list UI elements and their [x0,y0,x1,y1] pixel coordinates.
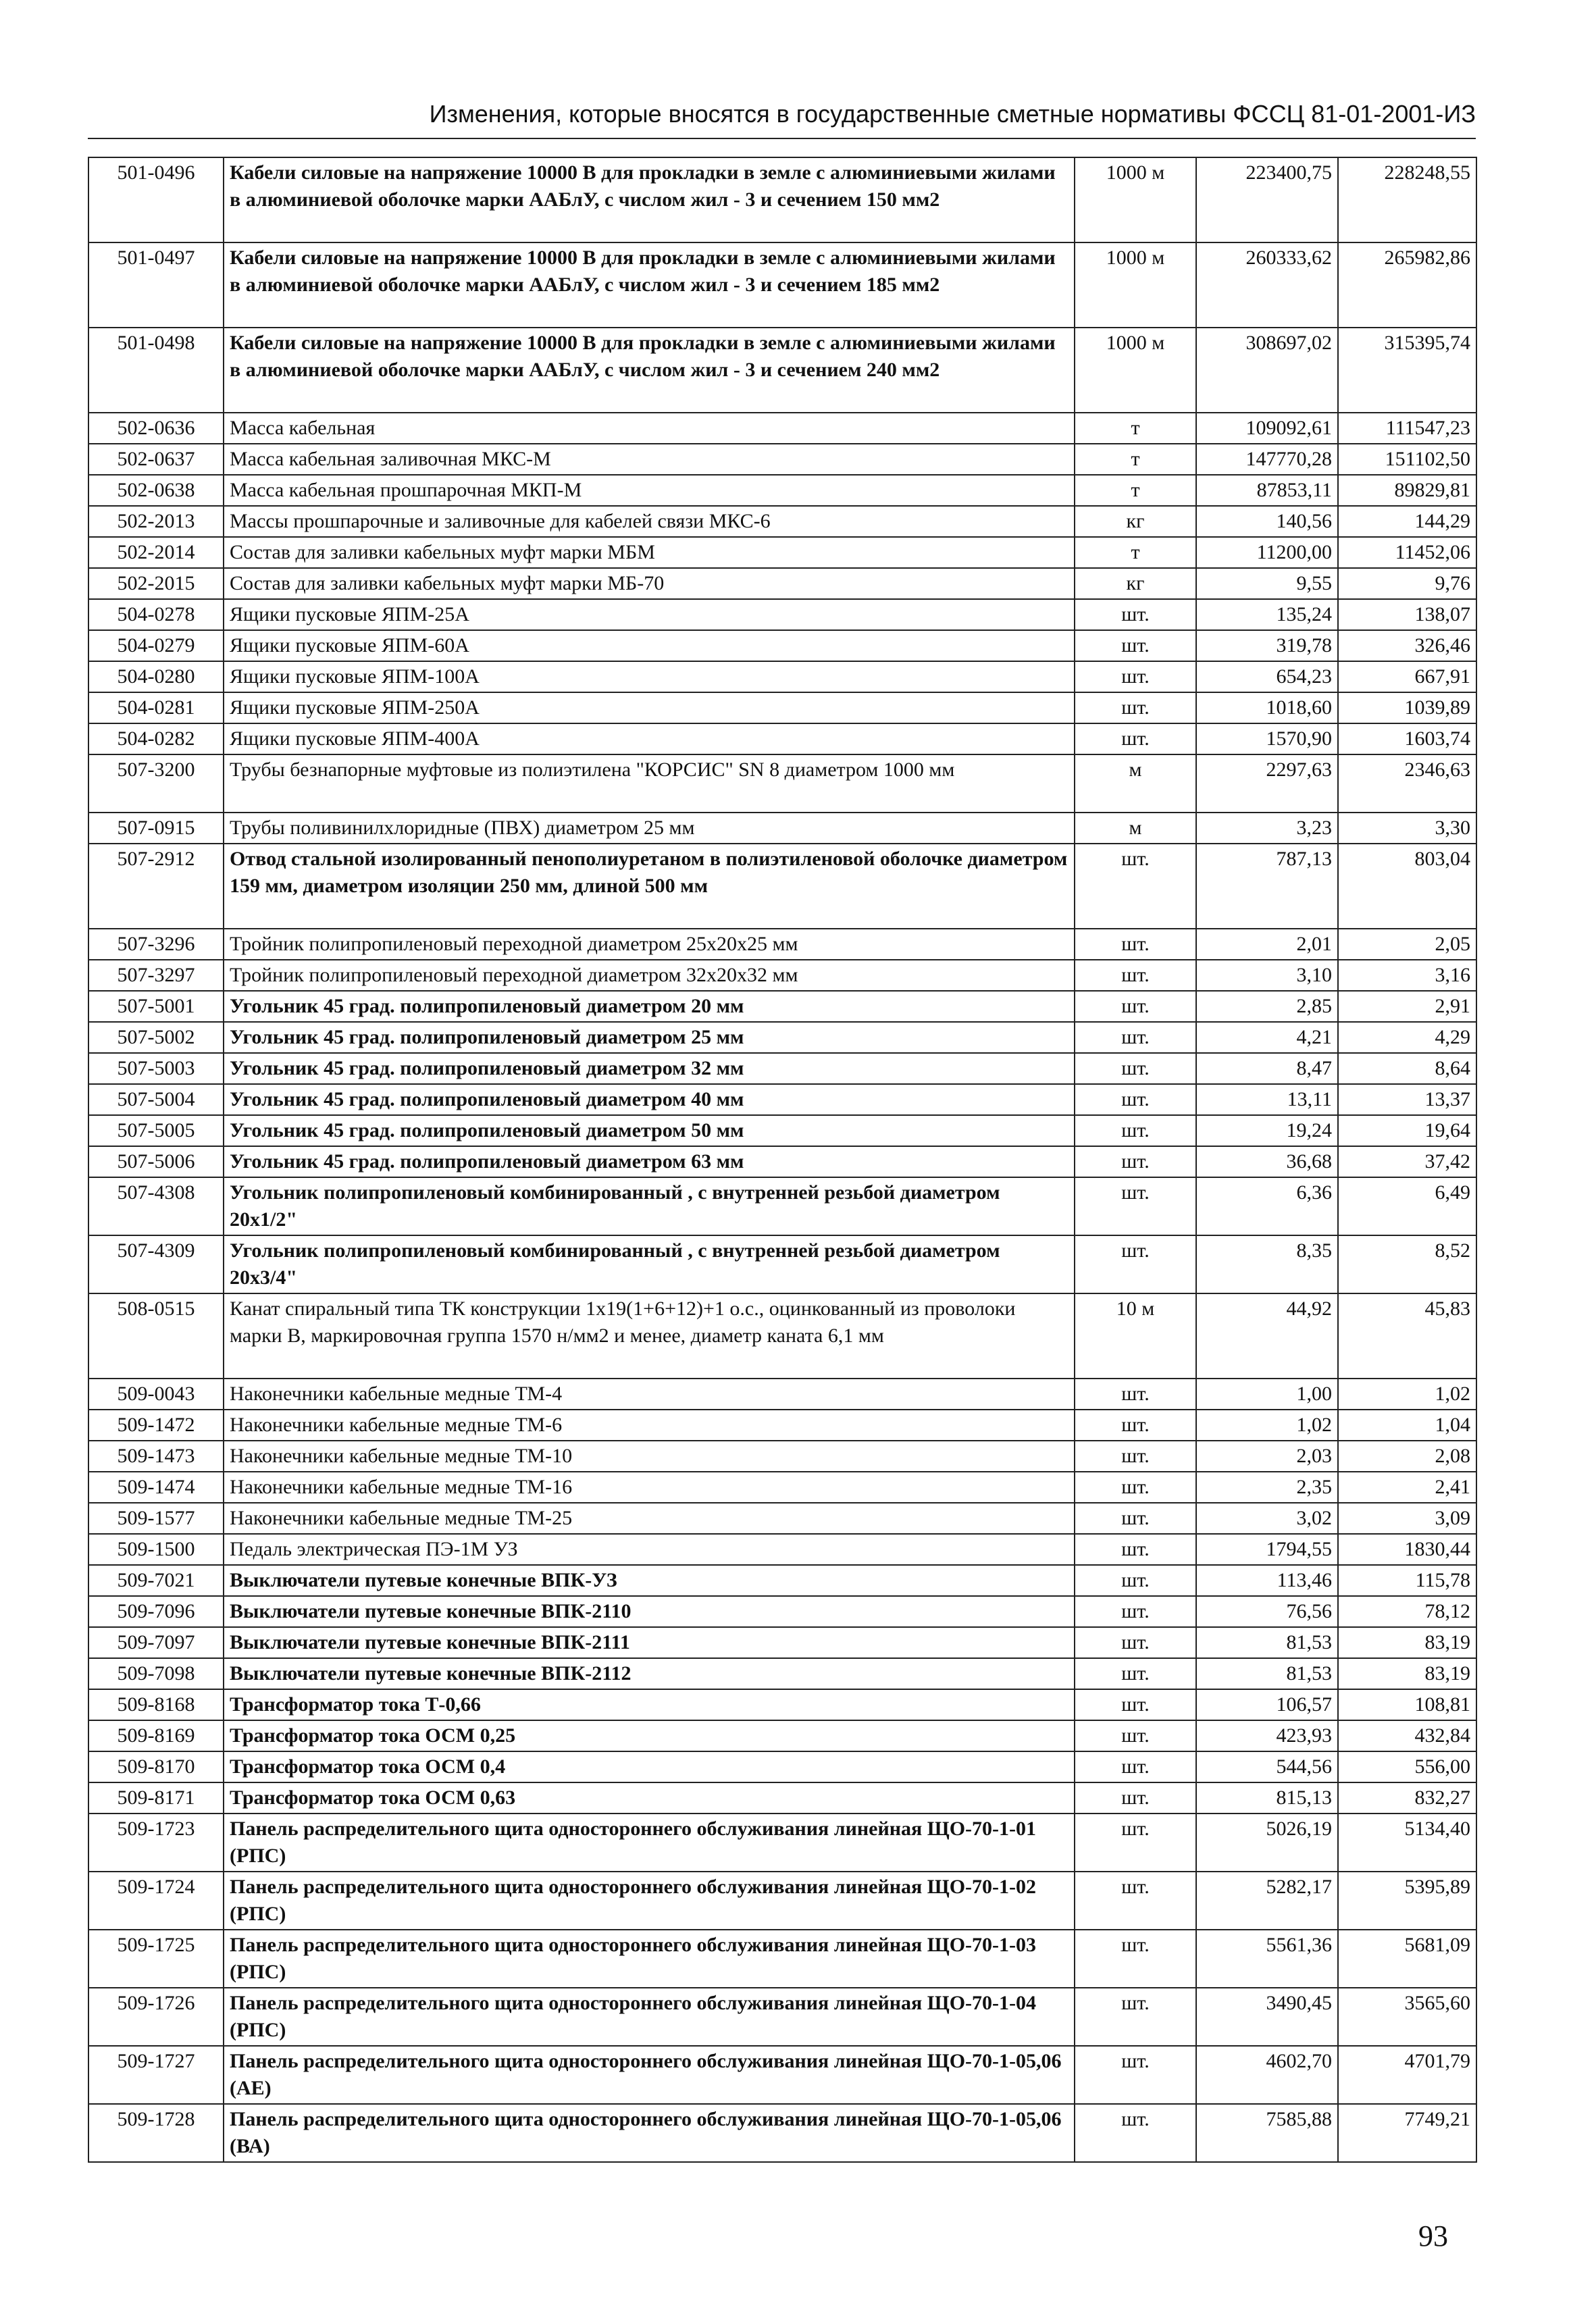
table-row [88,1022,1476,1053]
row-code: 509-0043 [88,1379,224,1410]
table-row [88,1410,1476,1441]
row-name: Угольник полипропиленовый комбинированный , с внутренней резьбой диаметром 20x1/2" [224,1177,1075,1235]
row-price-old: 5026,19 [1196,1814,1338,1872]
row-name: Угольник 45 град. полипропиленовый диаметром 32 мм [224,1053,1075,1084]
row-unit: шт. [1075,960,1196,991]
row-price-new: 78,12 [1338,1596,1476,1627]
row-unit: шт. [1075,1782,1196,1814]
row-code: 509-1726 [88,1988,224,2046]
table-row [88,2046,1476,2104]
row-price-old: 319,78 [1196,630,1338,661]
row-price-new: 326,46 [1338,630,1476,661]
row-unit: шт. [1075,1410,1196,1441]
row-name: Выключатели путевые конечные ВПК-УЗ [224,1565,1075,1596]
row-name: Панель распределительного щита одностороннего обслуживания линейная ЩО-70-1-02 (РПС) [224,1872,1075,1930]
row-price-new: 3,30 [1338,813,1476,844]
row-name: Выключатели путевые конечные ВПК-2110 [224,1596,1075,1627]
row-unit: шт. [1075,723,1196,754]
page-number: 93 [1418,2219,1448,2253]
row-price-new: 6,49 [1338,1177,1476,1235]
row-unit: 10 м [1075,1293,1196,1379]
row-price-old: 2,85 [1196,991,1338,1022]
row-unit: шт. [1075,1930,1196,1988]
row-name: Кабели силовые на напряжение 10000 В для прокладки в земле с алюминиевыми жилами в алюминиевой оболочке марки ААБлУ, с числом жил - 3 и сечением 150 мм2 [224,157,1075,242]
row-name: Трансформатор тока ОСМ 0,63 [224,1782,1075,1814]
table-row [88,1782,1476,1814]
row-unit: шт. [1075,1235,1196,1293]
table-row [88,1379,1476,1410]
row-price-new: 138,07 [1338,599,1476,630]
row-price-old: 19,24 [1196,1115,1338,1146]
row-price-old: 787,13 [1196,844,1338,929]
table-row [88,1751,1476,1782]
row-price-new: 2,41 [1338,1472,1476,1503]
table-row [88,328,1476,413]
table-row [88,960,1476,991]
row-price-new: 1830,44 [1338,1534,1476,1565]
row-unit: шт. [1075,1177,1196,1235]
row-unit: шт. [1075,630,1196,661]
row-price-new: 3,16 [1338,960,1476,991]
row-code: 507-4308 [88,1177,224,1235]
table-row [88,929,1476,960]
table-row [88,2104,1476,2162]
row-price-new: 11452,06 [1338,537,1476,568]
row-price-new: 115,78 [1338,1565,1476,1596]
row-price-old: 815,13 [1196,1782,1338,1814]
row-price-old: 135,24 [1196,599,1338,630]
row-name: Ящики пусковые ЯПМ-400А [224,723,1075,754]
row-price-old: 9,55 [1196,568,1338,599]
row-unit: шт. [1075,1534,1196,1565]
row-name: Тройник полипропиленовый переходной диаметром 32x20x32 мм [224,960,1075,991]
row-code: 509-7098 [88,1658,224,1689]
row-price-new: 1,04 [1338,1410,1476,1441]
table-row [88,413,1476,444]
table-row [88,1814,1476,1872]
row-price-old: 1,02 [1196,1410,1338,1441]
row-code: 509-1725 [88,1930,224,1988]
row-unit: шт. [1075,844,1196,929]
row-name: Панель распределительного щита одностороннего обслуживания линейная ЩО-70-1-03 (РПС) [224,1930,1075,1988]
table-row [88,1872,1476,1930]
row-price-old: 109092,61 [1196,413,1338,444]
row-unit: шт. [1075,1988,1196,2046]
row-code: 509-1474 [88,1472,224,1503]
row-code: 504-0278 [88,599,224,630]
table-row [88,1293,1476,1379]
row-name: Кабели силовые на напряжение 10000 В для прокладки в земле с алюминиевыми жилами в алюминиевой оболочке марки ААБлУ, с числом жил - 3 и сечением 185 мм2 [224,242,1075,328]
row-name: Массы прошпарочные и заливочные для кабелей связи МКС-6 [224,506,1075,537]
row-price-new: 5134,40 [1338,1814,1476,1872]
row-price-new: 8,52 [1338,1235,1476,1293]
row-code: 507-2912 [88,844,224,929]
table-row [88,1053,1476,1084]
table-row [88,444,1476,475]
row-price-new: 1039,89 [1338,692,1476,723]
row-unit: шт. [1075,1441,1196,1472]
table-row [88,661,1476,692]
row-name: Панель распределительного щита одностороннего обслуживания линейная ЩО-70-1-04 (РПС) [224,1988,1075,2046]
row-price-old: 308697,02 [1196,328,1338,413]
row-code: 509-8170 [88,1751,224,1782]
row-price-new: 108,81 [1338,1689,1476,1720]
row-price-new: 2,91 [1338,991,1476,1022]
row-price-old: 223400,75 [1196,157,1338,242]
row-unit: шт. [1075,929,1196,960]
row-price-new: 2,08 [1338,1441,1476,1472]
row-name: Наконечники кабельные медные ТМ-25 [224,1503,1075,1534]
row-price-old: 2,03 [1196,1441,1338,1472]
table-row [88,1472,1476,1503]
row-price-new: 4,29 [1338,1022,1476,1053]
row-price-old: 5282,17 [1196,1872,1338,1930]
row-name: Трансформатор тока ОСМ 0,25 [224,1720,1075,1751]
table-row [88,1627,1476,1658]
row-name: Ящики пусковые ЯПМ-60А [224,630,1075,661]
row-name: Панель распределительного щита одностороннего обслуживания линейная ЩО-70-1-05,06 (ВА) [224,2104,1075,2162]
table-row [88,692,1476,723]
row-code: 507-4309 [88,1235,224,1293]
row-price-old: 3,23 [1196,813,1338,844]
row-price-old: 6,36 [1196,1177,1338,1235]
row-unit: шт. [1075,1472,1196,1503]
row-code: 509-1500 [88,1534,224,1565]
table-row [88,754,1476,813]
table-row [88,1235,1476,1293]
row-price-old: 3490,45 [1196,1988,1338,2046]
row-code: 501-0496 [88,157,224,242]
row-unit: шт. [1075,1814,1196,1872]
row-price-new: 265982,86 [1338,242,1476,328]
row-price-old: 3,02 [1196,1503,1338,1534]
row-name: Масса кабельная заливочная МКС-М [224,444,1075,475]
row-unit: шт. [1075,1720,1196,1751]
table-row [88,599,1476,630]
row-price-new: 1603,74 [1338,723,1476,754]
row-code: 507-5005 [88,1115,224,1146]
row-code: 509-1472 [88,1410,224,1441]
row-code: 509-8169 [88,1720,224,1751]
row-name: Педаль электрическая ПЭ-1М УЗ [224,1534,1075,1565]
row-code: 502-0636 [88,413,224,444]
row-code: 509-8168 [88,1689,224,1720]
row-price-old: 2,01 [1196,929,1338,960]
table-row [88,1441,1476,1472]
row-price-old: 1794,55 [1196,1534,1338,1565]
table-row [88,1177,1476,1235]
row-unit: 1000 м [1075,242,1196,328]
row-name: Состав для заливки кабельных муфт марки МБ-70 [224,568,1075,599]
row-name: Масса кабельная [224,413,1075,444]
row-code: 502-2013 [88,506,224,537]
row-name: Масса кабельная прошпарочная МКП-М [224,475,1075,506]
row-name: Трубы поливинилхлоридные (ПВХ) диаметром 25 мм [224,813,1075,844]
row-price-new: 144,29 [1338,506,1476,537]
row-code: 507-5003 [88,1053,224,1084]
table-row [88,1084,1476,1115]
row-code: 507-5006 [88,1146,224,1177]
row-code: 502-0637 [88,444,224,475]
row-price-new: 5681,09 [1338,1930,1476,1988]
table-row [88,1930,1476,1988]
row-name: Состав для заливки кабельных муфт марки МБМ [224,537,1075,568]
row-code: 507-3200 [88,754,224,813]
row-price-old: 2297,63 [1196,754,1338,813]
table-row [88,991,1476,1022]
row-price-old: 76,56 [1196,1596,1338,1627]
row-name: Ящики пусковые ЯПМ-100А [224,661,1075,692]
table-row [88,1565,1476,1596]
row-code: 509-1473 [88,1441,224,1472]
table-row [88,1503,1476,1534]
row-price-old: 8,35 [1196,1235,1338,1293]
row-price-old: 1570,90 [1196,723,1338,754]
row-price-new: 2,05 [1338,929,1476,960]
table-row [88,568,1476,599]
row-name: Ящики пусковые ЯПМ-250А [224,692,1075,723]
row-unit: кг [1075,568,1196,599]
row-name: Выключатели путевые конечные ВПК-2111 [224,1627,1075,1658]
row-unit: м [1075,754,1196,813]
row-price-new: 151102,50 [1338,444,1476,475]
row-code: 507-3296 [88,929,224,960]
row-price-old: 13,11 [1196,1084,1338,1115]
row-name: Наконечники кабельные медные ТМ-6 [224,1410,1075,1441]
row-price-new: 556,00 [1338,1751,1476,1782]
row-price-old: 106,57 [1196,1689,1338,1720]
row-unit: шт. [1075,1053,1196,1084]
row-price-old: 2,35 [1196,1472,1338,1503]
row-code: 509-7097 [88,1627,224,1658]
row-code: 509-7096 [88,1596,224,1627]
table-row [88,157,1476,242]
table-row [88,1596,1476,1627]
table-row [88,630,1476,661]
row-unit: шт. [1075,1379,1196,1410]
row-price-new: 45,83 [1338,1293,1476,1379]
row-price-old: 423,93 [1196,1720,1338,1751]
row-unit: м [1075,813,1196,844]
row-unit: шт. [1075,1596,1196,1627]
row-price-new: 7749,21 [1338,2104,1476,2162]
row-name: Наконечники кабельные медные ТМ-4 [224,1379,1075,1410]
row-unit: т [1075,475,1196,506]
row-price-new: 19,64 [1338,1115,1476,1146]
row-name: Кабели силовые на напряжение 10000 В для прокладки в земле с алюминиевыми жилами в алюминиевой оболочке марки ААБлУ, с числом жил - 3 и сечением 240 мм2 [224,328,1075,413]
price-table-body [88,157,1476,2162]
row-code: 507-5004 [88,1084,224,1115]
row-name: Наконечники кабельные медные ТМ-16 [224,1472,1075,1503]
row-code: 507-5001 [88,991,224,1022]
row-price-new: 803,04 [1338,844,1476,929]
row-price-old: 1,00 [1196,1379,1338,1410]
row-price-old: 260333,62 [1196,242,1338,328]
row-price-old: 5561,36 [1196,1930,1338,1988]
row-code: 504-0281 [88,692,224,723]
row-name: Угольник полипропиленовый комбинированный , с внутренней резьбой диаметром 20x3/4" [224,1235,1075,1293]
row-name: Тройник полипропиленовый переходной диаметром 25x20x25 мм [224,929,1075,960]
table-row [88,1534,1476,1565]
table-row [88,1988,1476,2046]
row-name: Угольник 45 град. полипропиленовый диаметром 40 мм [224,1084,1075,1115]
row-unit: шт. [1075,1503,1196,1534]
table-row [88,506,1476,537]
row-code: 509-1577 [88,1503,224,1534]
row-unit: шт. [1075,1658,1196,1689]
row-price-old: 113,46 [1196,1565,1338,1596]
table-row [88,1658,1476,1689]
row-code: 509-7021 [88,1565,224,1596]
row-unit: шт. [1075,1022,1196,1053]
page-header: Изменения, которые вносятся в государственные сметные нормативы ФССЦ 81-01-2001-ИЗ [429,100,1476,128]
row-price-new: 3,09 [1338,1503,1476,1534]
row-unit: шт. [1075,1627,1196,1658]
row-name: Панель распределительного щита одностороннего обслуживания линейная ЩО-70-1-01 (РПС) [224,1814,1075,1872]
row-price-old: 3,10 [1196,960,1338,991]
row-price-new: 8,64 [1338,1053,1476,1084]
row-price-new: 89829,81 [1338,475,1476,506]
price-table [88,157,1477,2163]
table-row [88,1720,1476,1751]
row-price-old: 44,92 [1196,1293,1338,1379]
row-price-old: 654,23 [1196,661,1338,692]
row-price-old: 4,21 [1196,1022,1338,1053]
row-price-old: 4602,70 [1196,2046,1338,2104]
row-unit: шт. [1075,1751,1196,1782]
row-unit: шт. [1075,1146,1196,1177]
row-name: Ящики пусковые ЯПМ-25А [224,599,1075,630]
row-unit: шт. [1075,1565,1196,1596]
row-price-old: 81,53 [1196,1627,1338,1658]
row-price-new: 83,19 [1338,1658,1476,1689]
table-row [88,723,1476,754]
row-price-old: 544,56 [1196,1751,1338,1782]
row-unit: шт. [1075,1115,1196,1146]
row-price-new: 83,19 [1338,1627,1476,1658]
row-price-new: 2346,63 [1338,754,1476,813]
row-name: Отвод стальной изолированный пенополиуретаном в полиэтиленовой оболочке диаметром 159 мм, диаметром изоляции 250 мм, длиной 500 мм [224,844,1075,929]
table-row [88,242,1476,328]
row-name: Угольник 45 град. полипропиленовый диаметром 25 мм [224,1022,1075,1053]
row-name: Трубы безнапорные муфтовые из полиэтилена "КОРСИС" SN 8 диаметром 1000 мм [224,754,1075,813]
row-code: 501-0498 [88,328,224,413]
row-code: 502-2015 [88,568,224,599]
row-unit: шт. [1075,1689,1196,1720]
row-price-old: 81,53 [1196,1658,1338,1689]
row-name: Трансформатор тока Т-0,66 [224,1689,1075,1720]
row-price-old: 7585,88 [1196,2104,1338,2162]
row-price-new: 37,42 [1338,1146,1476,1177]
header-rule [88,138,1476,139]
row-unit: т [1075,444,1196,475]
row-unit: шт. [1075,599,1196,630]
row-unit: т [1075,413,1196,444]
row-code: 504-0279 [88,630,224,661]
row-price-new: 1,02 [1338,1379,1476,1410]
row-name: Угольник 45 град. полипропиленовый диаметром 63 мм [224,1146,1075,1177]
row-unit: 1000 м [1075,157,1196,242]
row-unit: шт. [1075,661,1196,692]
row-name: Панель распределительного щита одностороннего обслуживания линейная ЩО-70-1-05,06 (АЕ) [224,2046,1075,2104]
row-name: Угольник 45 град. полипропиленовый диаметром 20 мм [224,991,1075,1022]
table-row [88,537,1476,568]
row-price-new: 3565,60 [1338,1988,1476,2046]
row-unit: шт. [1075,2104,1196,2162]
row-price-new: 4701,79 [1338,2046,1476,2104]
row-price-old: 140,56 [1196,506,1338,537]
row-name: Угольник 45 град. полипропиленовый диаметром 50 мм [224,1115,1075,1146]
table-row [88,813,1476,844]
row-code: 502-0638 [88,475,224,506]
row-unit: шт. [1075,1872,1196,1930]
row-code: 509-1724 [88,1872,224,1930]
row-unit: шт. [1075,991,1196,1022]
row-price-old: 11200,00 [1196,537,1338,568]
row-name: Наконечники кабельные медные ТМ-10 [224,1441,1075,1472]
row-price-old: 87853,11 [1196,475,1338,506]
row-code: 502-2014 [88,537,224,568]
row-unit: т [1075,537,1196,568]
row-price-new: 13,37 [1338,1084,1476,1115]
row-code: 507-3297 [88,960,224,991]
row-name: Канат спиральный типа ТК конструкции 1x19(1+6+12)+1 о.с., оцинкованный из проволоки марки В, маркировочная группа 1570 н/мм2 и менее, диаметр каната 6,1 мм [224,1293,1075,1379]
row-code: 507-5002 [88,1022,224,1053]
row-price-old: 1018,60 [1196,692,1338,723]
row-unit: шт. [1075,2046,1196,2104]
row-code: 508-0515 [88,1293,224,1379]
row-price-new: 667,91 [1338,661,1476,692]
row-unit: шт. [1075,692,1196,723]
row-price-new: 832,27 [1338,1782,1476,1814]
table-row [88,1146,1476,1177]
row-price-new: 432,84 [1338,1720,1476,1751]
row-code: 501-0497 [88,242,224,328]
row-price-new: 9,76 [1338,568,1476,599]
row-name: Трансформатор тока ОСМ 0,4 [224,1751,1075,1782]
row-code: 504-0280 [88,661,224,692]
table-row [88,1115,1476,1146]
row-price-new: 315395,74 [1338,328,1476,413]
row-unit: шт. [1075,1084,1196,1115]
table-row [88,475,1476,506]
table-row [88,1689,1476,1720]
table-row [88,844,1476,929]
row-price-old: 36,68 [1196,1146,1338,1177]
row-code: 509-8171 [88,1782,224,1814]
row-unit: кг [1075,506,1196,537]
row-price-old: 147770,28 [1196,444,1338,475]
row-unit: 1000 м [1075,328,1196,413]
row-code: 509-1727 [88,2046,224,2104]
row-code: 504-0282 [88,723,224,754]
row-price-new: 111547,23 [1338,413,1476,444]
row-code: 509-1728 [88,2104,224,2162]
row-name: Выключатели путевые конечные ВПК-2112 [224,1658,1075,1689]
row-price-old: 8,47 [1196,1053,1338,1084]
row-code: 507-0915 [88,813,224,844]
row-code: 509-1723 [88,1814,224,1872]
row-price-new: 228248,55 [1338,157,1476,242]
row-price-new: 5395,89 [1338,1872,1476,1930]
